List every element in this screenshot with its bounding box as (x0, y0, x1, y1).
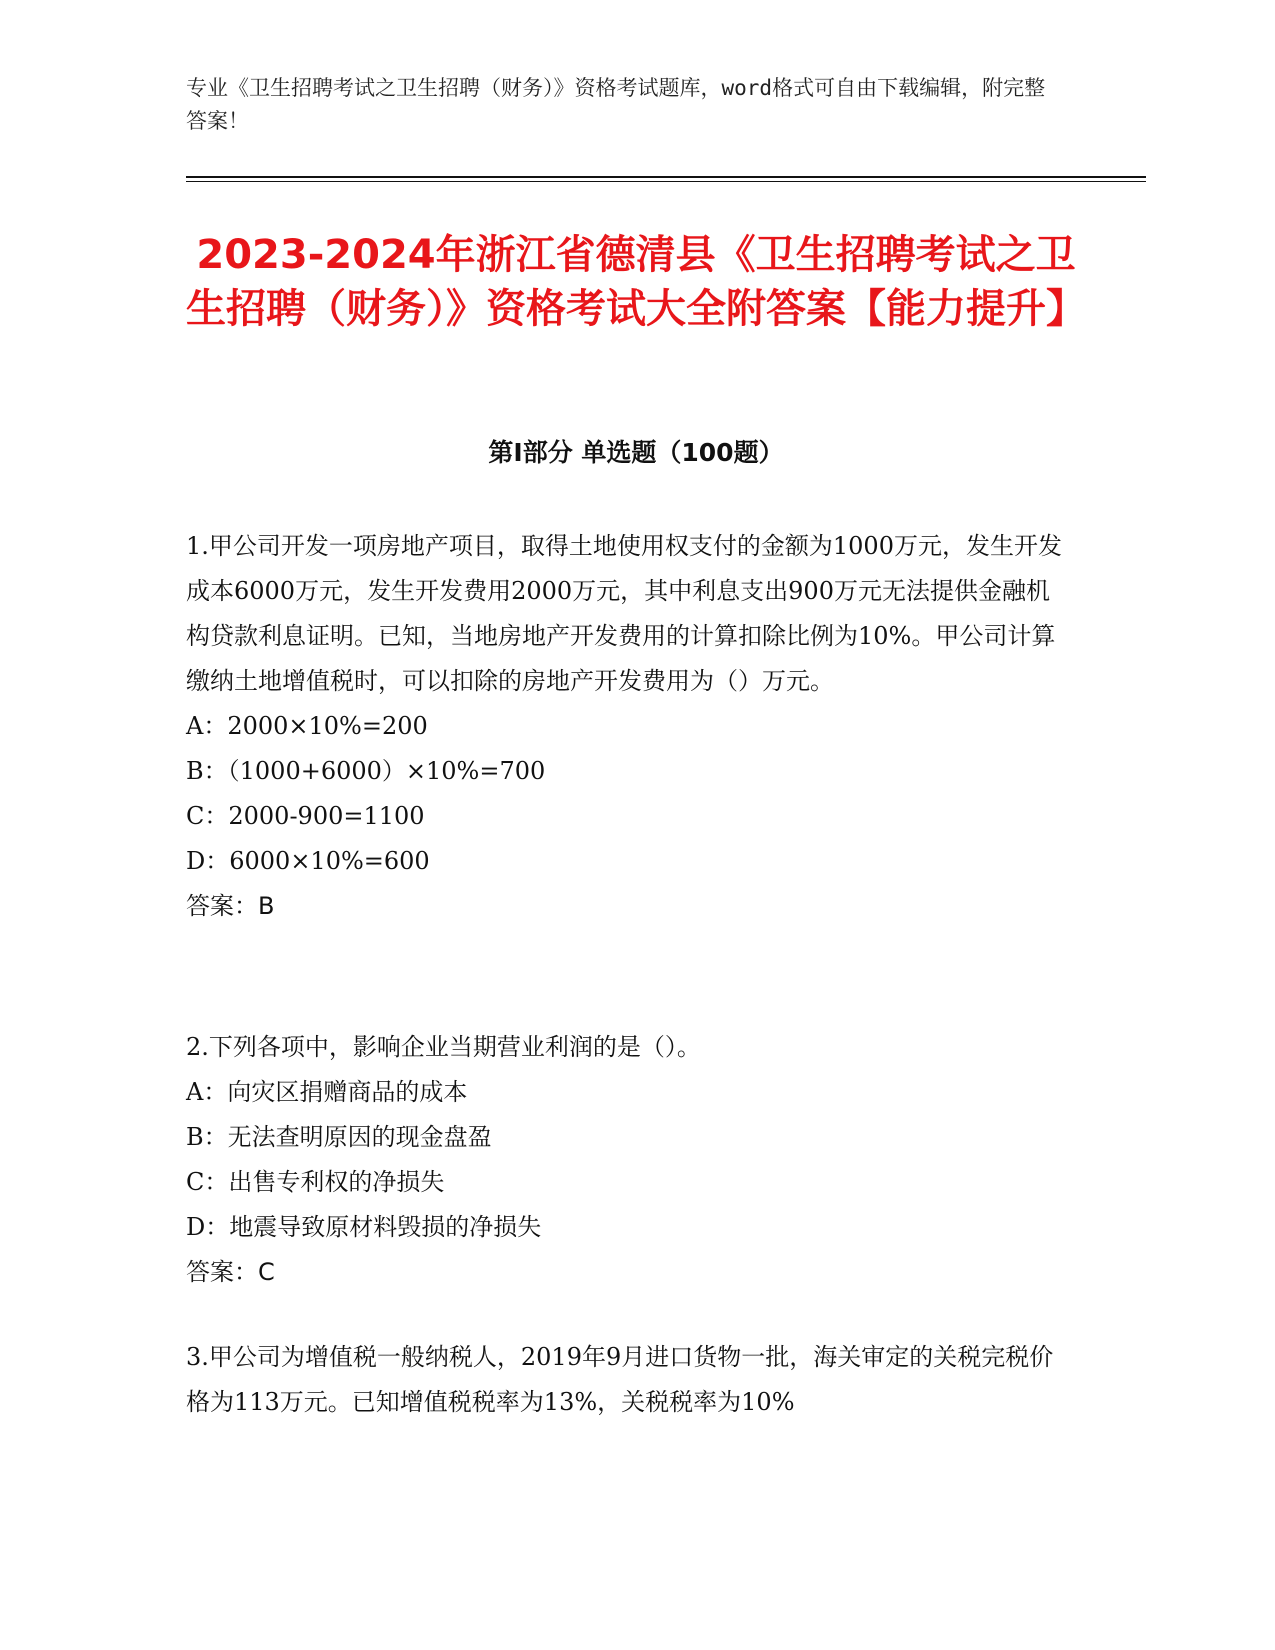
question-stem: 2.下列各项中，影响企业当期营业利润的是（）。 (186, 1033, 701, 1061)
question-1 (186, 524, 1066, 929)
option-a: A：2000×10%=200 (186, 712, 428, 740)
option-b: B：（1000+6000）×10%=700 (186, 757, 546, 785)
option-d: D：6000×10%=600 (186, 847, 430, 875)
question-stem: 1.甲公司开发一项房地产项目，取得土地使用权支付的金额为1000万元，发生开发成本6000万元，发生开发费用2000万元，其中利息支出900万元无法提供金融机构贷款利息证明。已知，当地房地产开发费用的计算扣除比例为10%。甲公司计算缴纳土地增值税时，可以扣除的房地产开发费用为（）万元。 (186, 532, 1062, 695)
option-c: C：2000-900=1100 (186, 802, 425, 830)
header-divider (186, 176, 1146, 178)
question-2 (186, 1025, 1066, 1295)
question-3 (186, 1335, 1066, 1425)
question-stem: 3.甲公司为增值税一般纳税人，2019年9月进口货物一批，海关审定的关税完税价格为113万元。已知增值税税率为13%，关税税率为10% (186, 1343, 1054, 1416)
section-heading: 第Ⅰ部分 单选题（100题） (488, 438, 784, 467)
option-a: A：向灾区捐赠商品的成本 (186, 1078, 468, 1106)
option-d: D：地震导致原材料毁损的净损失 (186, 1213, 542, 1241)
answer: 答案：B (186, 892, 275, 920)
option-c: C：出售专利权的净损失 (186, 1168, 445, 1196)
answer: 答案：C (186, 1258, 275, 1286)
header-divider-thin (186, 181, 1146, 182)
document-title: 2023-2024年浙江省德清县《卫生招聘考试之卫生招聘（财务）》资格考试大全附答案【能力提升】 (186, 232, 1086, 332)
header-note: 专业《卫生招聘考试之卫生招聘（财务）》资格考试题库，word格式可自由下载编辑，附完整答案！ (186, 76, 1046, 133)
option-b: B：无法查明原因的现金盘盈 (186, 1123, 492, 1151)
